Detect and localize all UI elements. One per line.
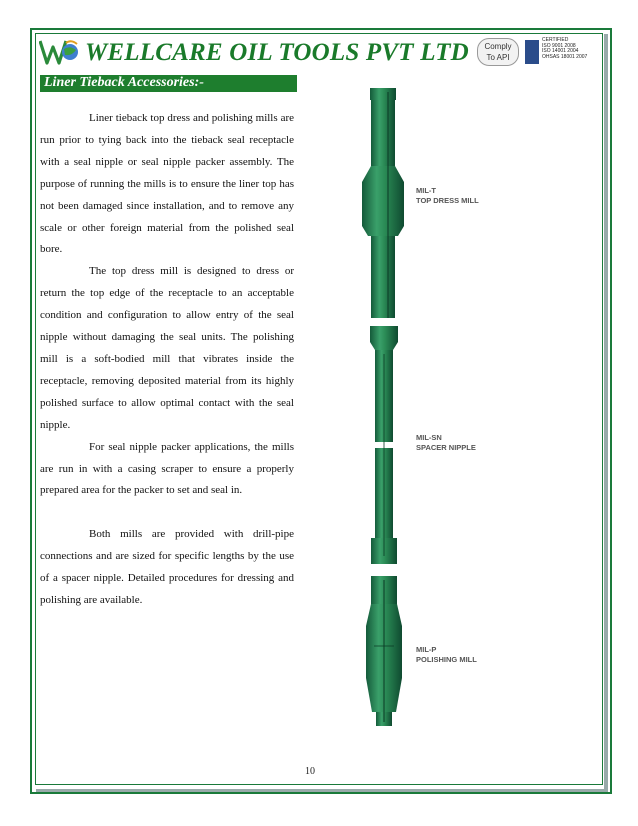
tool-name: SPACER NIPPLE [416, 443, 476, 452]
tool-code: MIL-T [416, 186, 436, 195]
comply-line-2: To API [486, 53, 510, 62]
tools-illustration [340, 86, 479, 742]
paragraph: Liner tieback top dress and polishing mills are run prior to tying back into the tieback seal receptacle with a seal nipple or seal nipple packer assembly. The purpose of running the mills is to ensure the liner top has not been damaged since installation, and to remove any scale or other foreign material from the polished seal bore. [40, 112, 294, 256]
tool-name: TOP DRESS MILL [416, 196, 479, 205]
cert-line: ISO 14001 2004 [542, 48, 579, 55]
cert-line: OHSAS 18001 2007 [542, 53, 588, 60]
tool-code: MIL-P [416, 645, 437, 654]
tool-name: POLISHING MILL [416, 655, 477, 664]
paragraph: Both mills are provided with drill-pipe connections and are sized for specific lengths by the use of a spacer nipple. Detailed procedures for dressing and polishing are available. [40, 528, 294, 607]
tools-drawing [340, 86, 450, 742]
cert-line: CERTIFIED [542, 37, 569, 43]
company-name: WELLCARE OIL TOOLS PVT LTD [85, 39, 469, 66]
tool-label-top-dress-mill [416, 186, 479, 206]
paragraph: The top dress mill is designed to dress or return the top edge of the receptacle to an acceptable condition and configuration to allow entry of the seal nipple without damaging the seal units. The polishing mill is a soft-bodied mill that vibrates inside the receptacle, removing deposited material from its highly polished surface to allow optimal contact with the seal nipple. [40, 265, 294, 431]
comply-line-1: Comply [484, 42, 512, 51]
page-header [37, 35, 599, 71]
certification-mark-icon [525, 40, 539, 64]
tool-code: MIL-SN [416, 433, 442, 442]
body-text [40, 108, 294, 612]
top-dress-mill-image [362, 88, 404, 318]
cert-line: ISO 9001 2008 [542, 42, 576, 49]
page-number: 10 [305, 766, 315, 777]
polishing-mill-image [366, 576, 402, 726]
tool-label-spacer-nipple [416, 433, 476, 453]
certification-badge [525, 38, 595, 66]
section-title: Liner Tieback Accessories:- [44, 75, 204, 90]
wellcare-logo-icon [39, 37, 79, 67]
spacer-nipple-image [370, 326, 398, 564]
paragraph: For seal nipple packer applications, the mills are run in with a casing scraper to ensure a properly prepared area for the packer to set and seal in. [40, 440, 294, 497]
comply-to-api-seal [477, 38, 519, 66]
tool-label-polishing-mill [416, 645, 477, 665]
